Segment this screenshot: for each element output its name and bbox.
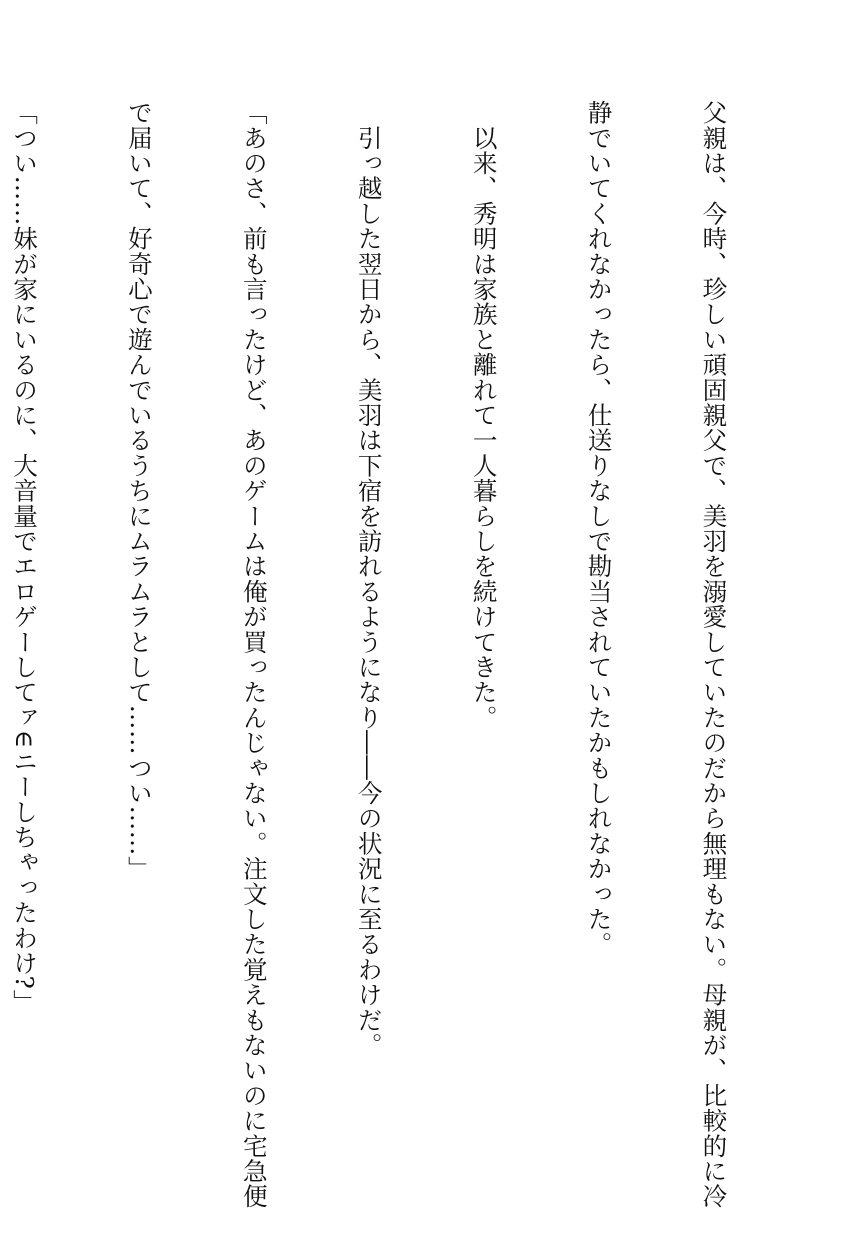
text-line: 静でいてくれなかったら、仕送りなしで勘当されていたかもしれなかった。 xyxy=(584,100,614,957)
text-line: 父親は、今時、珍しい頑固親父で、美羽を溺愛していたのだから無理もない。母親が、比較的に冷 xyxy=(699,100,729,1209)
text-line: 以来、秀明は家族と離れて一人暮らしを続けてきた。 xyxy=(469,100,499,730)
text-line: 引っ越した翌日から、美羽は下宿を訪れるようになり――今の状況に至るわけだ。 xyxy=(354,100,384,1058)
text-line: 「あのさ、前も言ったけど、あのゲームは俺が買ったんじゃない。注文した覚えもないのに宅急便 xyxy=(239,100,269,1209)
text-line: で届いて、好奇心で遊んでいるうちにムラムラとして……つい……」 xyxy=(124,100,154,882)
text-line: 「つい……妹が家にいるのに、大音量でエロゲーしてァ∈ニーしちゃったわけ?」 xyxy=(10,100,40,1015)
vertical-text-body xyxy=(0,100,809,1209)
